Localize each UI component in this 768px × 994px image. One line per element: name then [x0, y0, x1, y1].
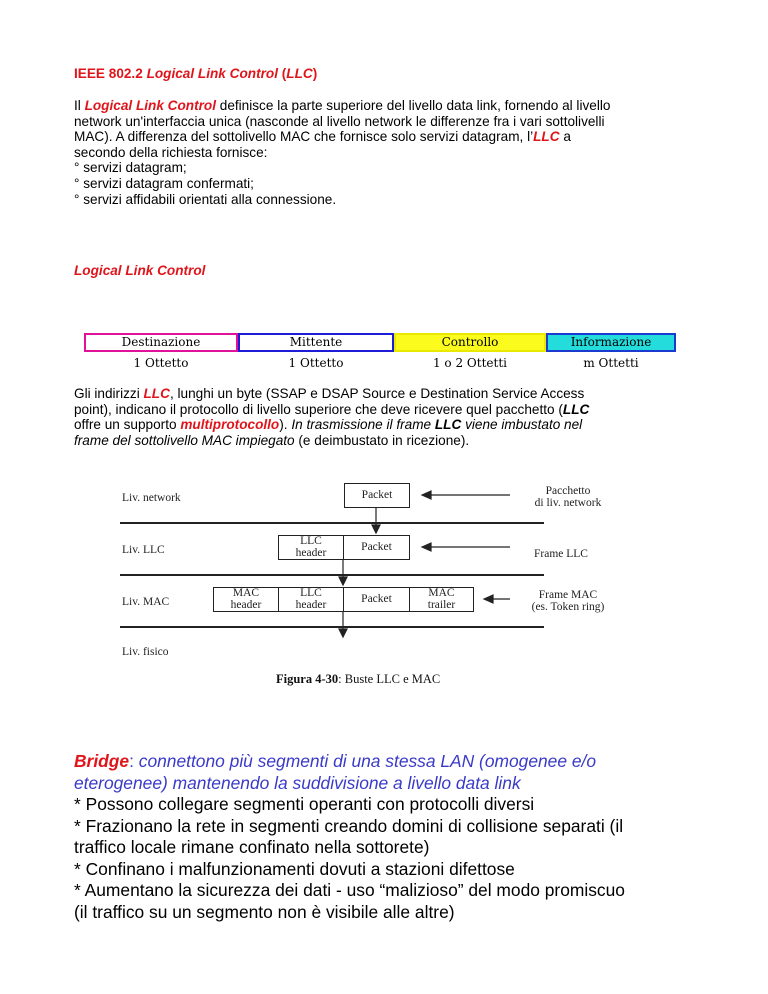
list-item: ° servizi datagram confermati;	[74, 175, 254, 191]
frame-size-destinazione: 1 Ottetto	[133, 356, 189, 370]
encapsulation-figure	[0, 470, 768, 685]
level-label-mac: Liv. MAC	[122, 596, 170, 608]
bridge-section: Bridge: connettono più segmenti di una stessa LAN (omogenee e/o eterogenee) mantenendo la suddivisione a livello data link * Possono collegare segmenti operanti con protocolli diversi * Frazionano la rete in segmenti creando domini di collisione separati (il traffico locale rimane confinato nella sottorete) * Confinano i malfunzionamenti dovuti a stazioni difettose * Aumentano la sicurezza dei dati - uso “malizioso” del modo promiscuo (il traffico su un segmento non è visibile alle altre)	[74, 751, 714, 923]
list-item: ° servizi affidabili orientati alla connessione.	[74, 191, 337, 207]
frame-field-informazione: Informazione	[546, 333, 676, 352]
list-item: * Possono collegare segmenti operanti con protocolli diversi	[74, 794, 535, 814]
llc-header-box: LLC header	[278, 535, 344, 560]
list-item: * Aumentano la sicurezza dei dati - uso “malizioso” del modo promiscuo	[74, 880, 625, 900]
llc-header-box: LLC header	[278, 587, 344, 612]
intro-paragraph: Il Logical Link Control definisce la parte superiore del livello data link, fornendo al livello network un'interfaccia unica (nasconde al livello network le differenze fra i vari sottolivelli MAC). A differenza del sottolivello MAC che fornisce solo servizi datagram, l’LLC a secondo della richiesta fornisce: ° servizi datagram; ° servizi datagram confermati; ° servizi affidabili orientati alla connessione.	[74, 98, 714, 207]
left-arrow-icon	[422, 491, 431, 499]
addresses-paragraph: Gli indirizzi LLC, lunghi un byte (SSAP e DSAP Source e Destination Service Access point), indicano il protocollo di livello superiore che deve ricevere quel pacchetto (LLC offre un supporto multiprotocollo). In trasmissione il frame LLC viene imbustato nel frame del sottolivello MAC impiegato (e deimbustato in ricezione).	[74, 386, 590, 448]
left-arrow-icon	[422, 543, 431, 551]
figure-caption: Figura 4-30: Buste LLC e MAC	[276, 672, 441, 686]
section-heading: Logical Link Control	[74, 263, 206, 278]
right-label-pacchetto: Pacchetto di liv. network	[534, 485, 602, 509]
frame-size-controllo: 1 o 2 Ottetti	[432, 356, 507, 370]
frame-size-informazione: m Ottetti	[583, 356, 639, 370]
frame-size-mittente: 1 Ottetto	[288, 356, 344, 370]
right-label-frame-mac: Frame MAC (es. Token ring)	[531, 589, 605, 613]
packet-box: Packet	[343, 535, 410, 560]
down-arrow-icon	[372, 525, 380, 533]
right-label-frame-llc: Frame LLC	[534, 548, 588, 560]
frame-field-controllo: Controllo	[394, 333, 546, 352]
list-item: * Confinano i malfunzionamenti dovuti a stazioni difettose	[74, 858, 515, 879]
mac-trailer-box: MAC trailer	[409, 587, 474, 612]
list-item: (il traffico su un segmento non è visibile alle altre)	[74, 901, 455, 922]
level-label-fisico: Liv. fisico	[122, 646, 169, 658]
list-item: ° servizi datagram;	[74, 160, 187, 176]
bridge-term: Bridge	[74, 751, 130, 771]
frame-field-mittente: Mittente	[238, 333, 394, 352]
packet-box: Packet	[344, 483, 410, 508]
level-label-llc: Liv. LLC	[122, 544, 165, 556]
list-item: * Frazionano la rete in segmenti creando domini di collisione separati (il	[74, 815, 624, 836]
down-arrow-icon	[339, 577, 347, 585]
list-item: traffico locale rimane confinato nella sottorete)	[74, 837, 430, 857]
down-arrow-icon	[339, 629, 347, 637]
section-title: IEEE 802.2 Logical Link Control (LLC)	[74, 66, 318, 81]
left-arrow-icon	[484, 595, 493, 603]
figure-arrows	[0, 470, 768, 685]
mac-header-box: MAC header	[213, 587, 279, 612]
level-label-network: Liv. network	[122, 492, 181, 504]
packet-box: Packet	[343, 587, 410, 612]
frame-field-destinazione: Destinazione	[84, 333, 238, 352]
